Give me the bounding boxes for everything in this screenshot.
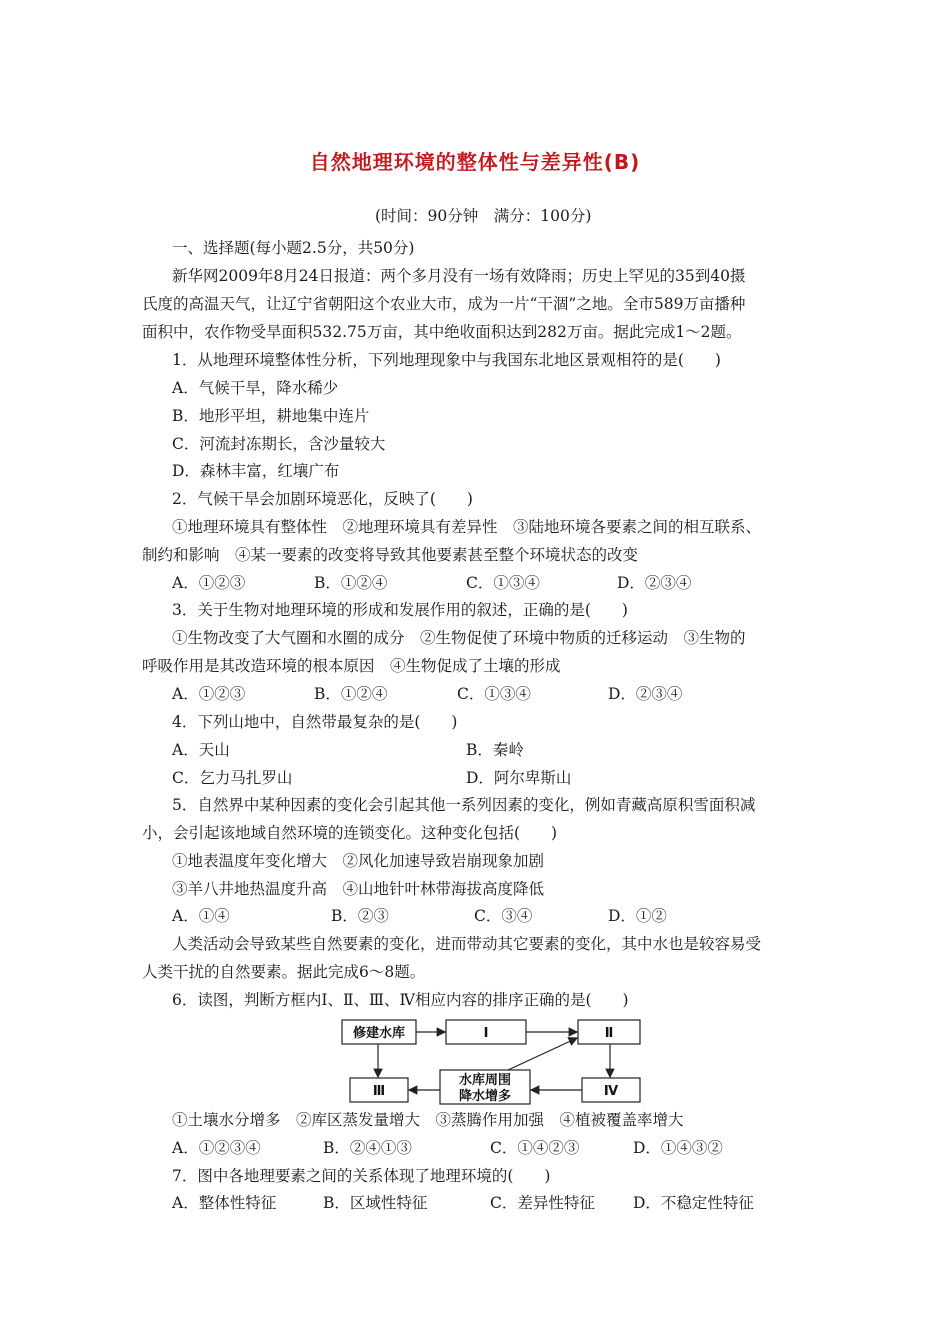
statement-line: ①生物改变了大气圈和水圈的成分 ②生物促使了环境中物质的迁移运动 ③生物的 xyxy=(172,629,746,647)
option-a: A．①④ xyxy=(172,907,230,925)
material-line: 人类干扰的自然要素。据此完成6～8题。 xyxy=(142,963,426,981)
question-stem: 6．读图，判断方框内Ⅰ、Ⅱ、Ⅲ、Ⅳ相应内容的排序正确的是( ) xyxy=(172,991,629,1009)
question-stem: 小，会引起该地域自然环境的连锁变化。这种变化包括( ) xyxy=(142,824,558,842)
box-start-label: 修建水库 xyxy=(352,1026,406,1041)
question-stem: 4．下列山地中，自然带最复杂的是( ) xyxy=(172,713,458,731)
material-line: 氏度的高温天气，让辽宁省朝阳这个农业大市，成为一片“干涸”之地。全市589万亩播种 xyxy=(142,295,746,313)
box-iii-label: Ⅲ xyxy=(372,1084,386,1099)
option-a: A．气候干旱，降水稀少 xyxy=(172,379,339,397)
option-b: B．秦岭 xyxy=(466,741,524,759)
option-a: A．天山 xyxy=(172,741,230,759)
flow-diagram xyxy=(330,1014,650,1106)
question-stem: 1．从地理环境整体性分析，下列地理现象中与我国东北地区景观相符的是( ) xyxy=(172,351,721,369)
question-stem: 5．自然界中某种因素的变化会引起其他一系列因素的变化，例如青藏高原积雪面积减 xyxy=(172,796,756,814)
option-d: D．①④③② xyxy=(633,1139,723,1157)
statement-line: 制约和影响 ④某一要素的改变将导致其他要素甚至整个环境状态的改变 xyxy=(142,546,639,564)
material-line: 新华网2009年8月24日报道：两个多月没有一场有效降雨；历史上罕见的35到40摄 xyxy=(172,267,746,285)
option-a: A．①②③④ xyxy=(172,1139,261,1157)
box-iv-label: Ⅳ xyxy=(603,1084,619,1099)
material-line: 面积中，农作物受旱面积532.75万亩，其中绝收面积达到282万亩。据此完成1～2题。 xyxy=(142,323,742,341)
option-d: D．②③④ xyxy=(617,574,692,592)
option-c: C．①③④ xyxy=(466,574,540,592)
option-b: B．②③ xyxy=(331,907,389,925)
option-c: C．③④ xyxy=(474,907,533,925)
option-d: D．不稳定性特征 xyxy=(633,1194,754,1212)
option-c: C．乞力马扎罗山 xyxy=(172,769,293,787)
option-a: A．①②③ xyxy=(172,574,246,592)
option-c: C．河流封冻期长，含沙量较大 xyxy=(172,435,386,453)
option-b: B．①②④ xyxy=(314,685,388,703)
box-i-label: Ⅰ xyxy=(483,1026,489,1041)
option-c: C．①④②③ xyxy=(490,1139,580,1157)
statement-line: 呼吸作用是其改造环境的根本原因 ④生物促成了土壤的形成 xyxy=(142,657,561,675)
option-d: D．①② xyxy=(608,907,667,925)
option-d: D．②③④ xyxy=(608,685,683,703)
option-b: B．②④①③ xyxy=(323,1139,412,1157)
page-title: 自然地理环境的整体性与差异性(B) xyxy=(309,150,641,174)
statement-line: ①地理环境具有整体性 ②地理环境具有差异性 ③陆地环境各要素之间的相互联系、 xyxy=(172,518,762,536)
option-d: D．阿尔卑斯山 xyxy=(466,769,572,787)
question-stem: 3．关于生物对地理环境的形成和发展作用的叙述，正确的是( ) xyxy=(172,601,628,619)
option-a: A．①②③ xyxy=(172,685,246,703)
box-ii-label: Ⅱ xyxy=(604,1026,614,1041)
option-d: D．森林丰富，红壤广布 xyxy=(172,462,340,480)
material-line: 人类活动会导致某些自然要素的变化，进而带动其它要素的变化，其中水也是较容易受 xyxy=(172,935,762,953)
option-b: B．区域性特征 xyxy=(323,1194,428,1212)
box-center-label-1: 水库周围 xyxy=(458,1073,512,1088)
option-c: C．差异性特征 xyxy=(490,1194,595,1212)
box-center-label-2: 降水增多 xyxy=(458,1089,512,1104)
statement-line: ①地表温度年变化增大 ②风化加速导致岩崩现象加剧 xyxy=(172,852,545,870)
section-heading: 一、选择题(每小题2.5分，共50分) xyxy=(172,239,415,257)
option-c: C．①③④ xyxy=(457,685,531,703)
exam-meta: (时间：90分钟 满分：100分) xyxy=(375,207,592,225)
option-b: B．地形平坦，耕地集中连片 xyxy=(172,407,370,425)
statement-line: ③羊八井地热温度升高 ④山地针叶林带海拔高度降低 xyxy=(172,880,545,898)
option-a: A．整体性特征 xyxy=(172,1194,277,1212)
statement-line: ①土壤水分增多 ②库区蒸发量增大 ③蒸腾作用加强 ④植被覆盖率增大 xyxy=(172,1111,684,1129)
option-b: B．①②④ xyxy=(314,574,388,592)
question-stem: 7．图中各地理要素之间的关系体现了地理环境的( ) xyxy=(172,1167,551,1185)
question-stem: 2．气候干旱会加剧环境恶化，反映了( ) xyxy=(172,490,473,508)
